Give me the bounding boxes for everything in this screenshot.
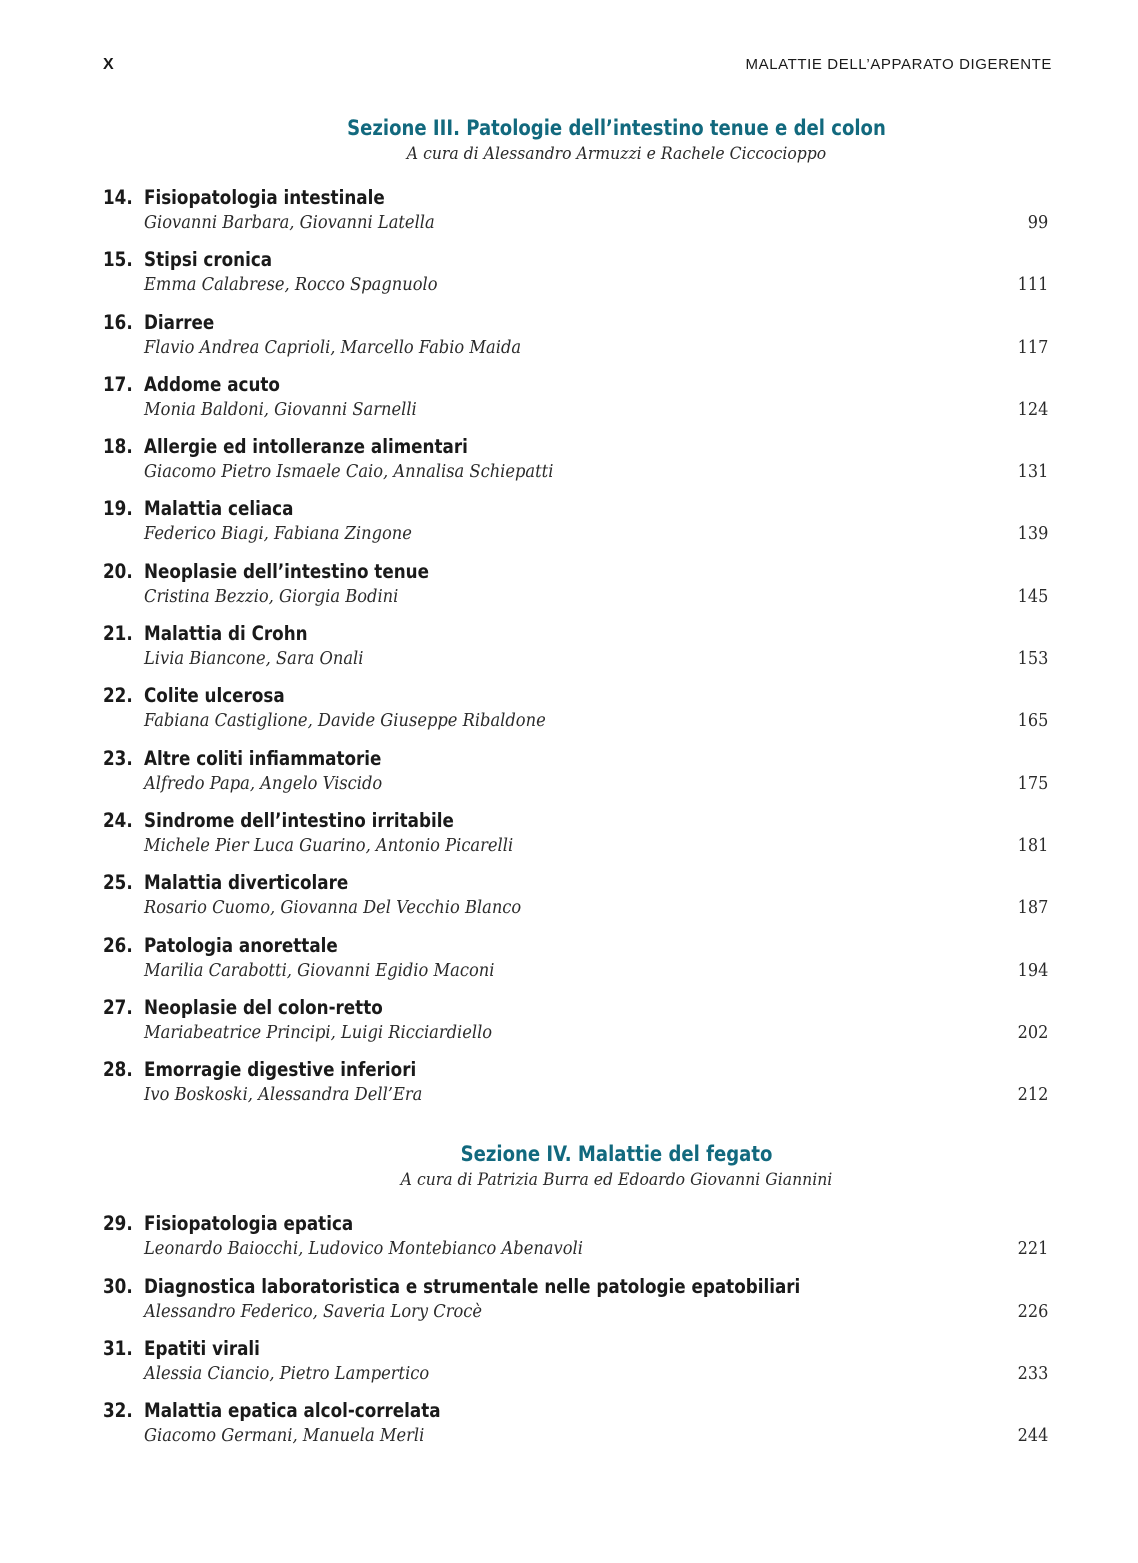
- chapter-number: 20.: [103, 559, 133, 583]
- chapter-authors: Alessandro Federico, Saveria Lory Crocè: [144, 1301, 483, 1322]
- toc-entry-details: [103, 1021, 1048, 1045]
- section-spacer: [103, 1119, 1048, 1139]
- chapter-title[interactable]: Epatiti virali: [144, 1337, 260, 1361]
- toc-entry-heading: [103, 870, 1048, 896]
- page-number[interactable]: 233: [1017, 1364, 1048, 1385]
- toc-entry[interactable]: [103, 1211, 1048, 1273]
- toc-entry-details: [103, 1362, 1048, 1386]
- chapter-list: [103, 185, 1048, 1119]
- chapter-authors: Giacomo Germani, Manuela Merli: [144, 1426, 425, 1447]
- chapter-authors: Alfredo Papa, Angelo Viscido: [144, 773, 383, 794]
- toc-entry[interactable]: [103, 870, 1048, 932]
- toc-entry-heading: [103, 496, 1048, 522]
- page-number[interactable]: 202: [1017, 1022, 1048, 1043]
- toc-entry-details: [103, 398, 1048, 422]
- toc-entry-heading: [103, 434, 1048, 460]
- toc-entry-details: [103, 647, 1048, 671]
- toc-entry[interactable]: [103, 434, 1048, 496]
- section-editors: A cura di Alessandro Armuzzi e Rachele Ciccocioppo: [406, 144, 827, 164]
- chapter-authors: Flavio Andrea Caprioli, Marcello Fabio Maida: [144, 337, 522, 358]
- chapter-title[interactable]: Colite ulcerosa: [144, 684, 285, 708]
- chapter-authors: Ivo Boskoski, Alessandra Dell’Era: [144, 1085, 423, 1106]
- chapter-title[interactable]: Stipsi cronica: [144, 248, 273, 272]
- toc-entry[interactable]: [103, 933, 1048, 995]
- chapter-number: 28.: [103, 1058, 133, 1082]
- toc-entry[interactable]: [103, 310, 1048, 372]
- toc-entry-details: [103, 336, 1048, 360]
- page-number[interactable]: 99: [1027, 213, 1048, 233]
- page-number[interactable]: 139: [1017, 524, 1048, 545]
- toc-entry-heading: [103, 559, 1048, 585]
- chapter-number: 17.: [103, 372, 133, 396]
- toc-entry-details: [103, 273, 1048, 297]
- toc-entry[interactable]: [103, 683, 1048, 745]
- chapter-number: 22.: [103, 684, 133, 708]
- chapter-authors: Livia Biancone, Sara Onali: [144, 649, 364, 670]
- toc-entry-details: [103, 585, 1048, 609]
- chapter-authors: Marilia Carabotti, Giovanni Egidio Maconi: [144, 960, 495, 981]
- page-folio: X: [103, 56, 115, 73]
- chapter-number: 26.: [103, 933, 133, 957]
- page-number[interactable]: 187: [1017, 898, 1048, 919]
- running-head-title: MALATTIE DELL’APPARATO DIGERENTE: [745, 56, 1052, 73]
- chapter-authors: Fabiana Castiglione, Davide Giuseppe Ribaldone: [144, 711, 546, 732]
- chapter-number: 16.: [103, 310, 133, 334]
- chapter-authors: Giovanni Barbara, Giovanni Latella: [144, 213, 435, 233]
- toc-entry[interactable]: [103, 1057, 1048, 1119]
- running-head: [103, 56, 1052, 78]
- chapter-number: 25.: [103, 871, 133, 895]
- section-editors: A cura di Patrizia Burra ed Edoardo Giovanni Giannini: [400, 1170, 833, 1191]
- page-number[interactable]: 175: [1017, 773, 1048, 794]
- toc-entry-heading: [103, 1274, 1048, 1300]
- toc-entry[interactable]: [103, 995, 1048, 1057]
- chapter-number: 19.: [103, 497, 133, 521]
- toc-entry-heading: [103, 247, 1048, 273]
- chapter-title[interactable]: Addome acuto: [144, 372, 280, 396]
- chapter-title[interactable]: Fisiopatologia intestinale: [144, 186, 385, 209]
- chapter-title[interactable]: Altre coliti infiammatorie: [144, 746, 382, 770]
- toc-entry-details: [103, 460, 1048, 484]
- toc-entry[interactable]: [103, 1274, 1048, 1336]
- toc-entry[interactable]: [103, 559, 1048, 621]
- toc-entry[interactable]: [103, 247, 1048, 309]
- chapter-number: 23.: [103, 746, 133, 770]
- toc-entry-details: [103, 959, 1048, 983]
- toc-entry-heading: [103, 310, 1048, 336]
- page-number[interactable]: 153: [1017, 649, 1048, 670]
- chapter-authors: Leonardo Baiocchi, Ludovico Montebianco Abenavoli: [144, 1239, 583, 1260]
- toc-entry-heading: [103, 1211, 1048, 1237]
- chapter-authors: Emma Calabrese, Rocco Spagnuolo: [144, 275, 438, 296]
- toc-entry-heading: [103, 683, 1048, 709]
- chapter-authors: Cristina Bezzio, Giorgia Bodini: [144, 586, 399, 607]
- chapter-list: [103, 1211, 1048, 1460]
- toc-entry-heading: [103, 933, 1048, 959]
- chapter-title[interactable]: Allergie ed intolleranze alimentari: [144, 435, 468, 459]
- chapter-authors: Mariabeatrice Principi, Luigi Ricciardiello: [144, 1022, 493, 1043]
- toc-entry-heading: [103, 185, 1048, 211]
- toc-entry-details: [103, 211, 1048, 235]
- toc-entry-heading: [103, 372, 1048, 398]
- toc-entry-heading: [103, 808, 1048, 834]
- chapter-authors: Rosario Cuomo, Giovanna Del Vecchio Blanco: [144, 898, 522, 919]
- chapter-title[interactable]: Fisiopatologia epatica: [144, 1212, 354, 1236]
- toc-entry[interactable]: [103, 808, 1048, 870]
- toc-entry[interactable]: [103, 746, 1048, 808]
- page-number[interactable]: 221: [1017, 1239, 1048, 1260]
- chapter-number: 24.: [103, 808, 133, 832]
- toc-entry-details: [103, 709, 1048, 733]
- page-number[interactable]: 124: [1017, 399, 1048, 420]
- page-number[interactable]: 244: [1017, 1426, 1048, 1447]
- chapter-number: 32.: [103, 1399, 133, 1423]
- toc-entry[interactable]: [103, 1398, 1048, 1460]
- section-title: Sezione IV. Malattie del fegato: [460, 1142, 773, 1167]
- toc-entry[interactable]: [103, 621, 1048, 683]
- chapter-title[interactable]: Diagnostica laboratoristica e strumentale nelle patologie epatobiliari: [144, 1274, 801, 1298]
- chapter-title[interactable]: Neoplasie del colon-retto: [144, 995, 383, 1019]
- chapter-authors: Michele Pier Luca Guarino, Antonio Picarelli: [144, 835, 514, 856]
- section-heading: [103, 1139, 1048, 1191]
- toc-entry-heading: [103, 1336, 1048, 1362]
- toc-entry[interactable]: [103, 372, 1048, 434]
- chapter-title[interactable]: Emorragie digestive inferiori: [144, 1058, 417, 1082]
- chapter-title[interactable]: Diarree: [144, 310, 215, 334]
- page-number[interactable]: 117: [1017, 337, 1048, 358]
- toc-entry-heading: [103, 1057, 1048, 1083]
- page-number[interactable]: 165: [1017, 711, 1048, 732]
- toc-entry-heading: [103, 995, 1048, 1021]
- chapter-number: 27.: [103, 995, 133, 1019]
- page-number[interactable]: 181: [1017, 835, 1048, 856]
- chapter-authors: Alessia Ciancio, Pietro Lampertico: [144, 1364, 430, 1385]
- table-of-contents: [103, 113, 1048, 1461]
- toc-entry-details: [103, 834, 1048, 858]
- toc-entry-details: [103, 1237, 1048, 1261]
- chapter-title[interactable]: Malattia epatica alcol-correlata: [144, 1399, 441, 1423]
- toc-entry-details: [103, 522, 1048, 546]
- section-title: Sezione III. Patologie dell’intestino tenue e del colon: [347, 116, 886, 140]
- page-number[interactable]: 226: [1017, 1301, 1048, 1322]
- toc-entry[interactable]: [103, 496, 1048, 558]
- toc-entry-details: [103, 896, 1048, 920]
- chapter-title[interactable]: Malattia diverticolare: [144, 871, 349, 895]
- page-number[interactable]: 194: [1017, 960, 1048, 981]
- chapter-number: 30.: [103, 1274, 133, 1298]
- toc-entry-details: [103, 1083, 1048, 1107]
- toc-entry-details: [103, 1300, 1048, 1324]
- toc-entry-heading: [103, 746, 1048, 772]
- chapter-title[interactable]: Malattia celiaca: [144, 497, 294, 521]
- toc-entry[interactable]: [103, 185, 1048, 247]
- chapter-number: 18.: [103, 435, 133, 459]
- page-number[interactable]: 131: [1017, 462, 1048, 483]
- chapter-authors: Federico Biagi, Fabiana Zingone: [144, 524, 412, 545]
- page-number[interactable]: 145: [1017, 586, 1048, 607]
- toc-entry-heading: [103, 1398, 1048, 1424]
- chapter-number: 29.: [103, 1212, 133, 1236]
- section-heading: [103, 113, 1048, 165]
- chapter-title[interactable]: Malattia di Crohn: [144, 622, 308, 646]
- page-number[interactable]: 111: [1017, 275, 1048, 296]
- toc-entry-details: [103, 1424, 1048, 1448]
- chapter-title[interactable]: Sindrome dell’intestino irritabile: [144, 808, 454, 832]
- chapter-authors: Monia Baldoni, Giovanni Sarnelli: [144, 399, 417, 420]
- chapter-title[interactable]: Patologia anorettale: [144, 933, 338, 957]
- chapter-number: 21.: [103, 622, 133, 646]
- toc-entry[interactable]: [103, 1336, 1048, 1398]
- chapter-authors: Giacomo Pietro Ismaele Caio, Annalisa Schiepatti: [144, 462, 554, 483]
- chapter-title[interactable]: Neoplasie dell’intestino tenue: [144, 559, 429, 583]
- toc-entry-details: [103, 772, 1048, 796]
- chapter-number: 31.: [103, 1337, 133, 1361]
- chapter-number: 14.: [103, 186, 133, 209]
- toc-entry-heading: [103, 621, 1048, 647]
- chapter-number: 15.: [103, 248, 133, 272]
- page-number[interactable]: 212: [1017, 1085, 1048, 1106]
